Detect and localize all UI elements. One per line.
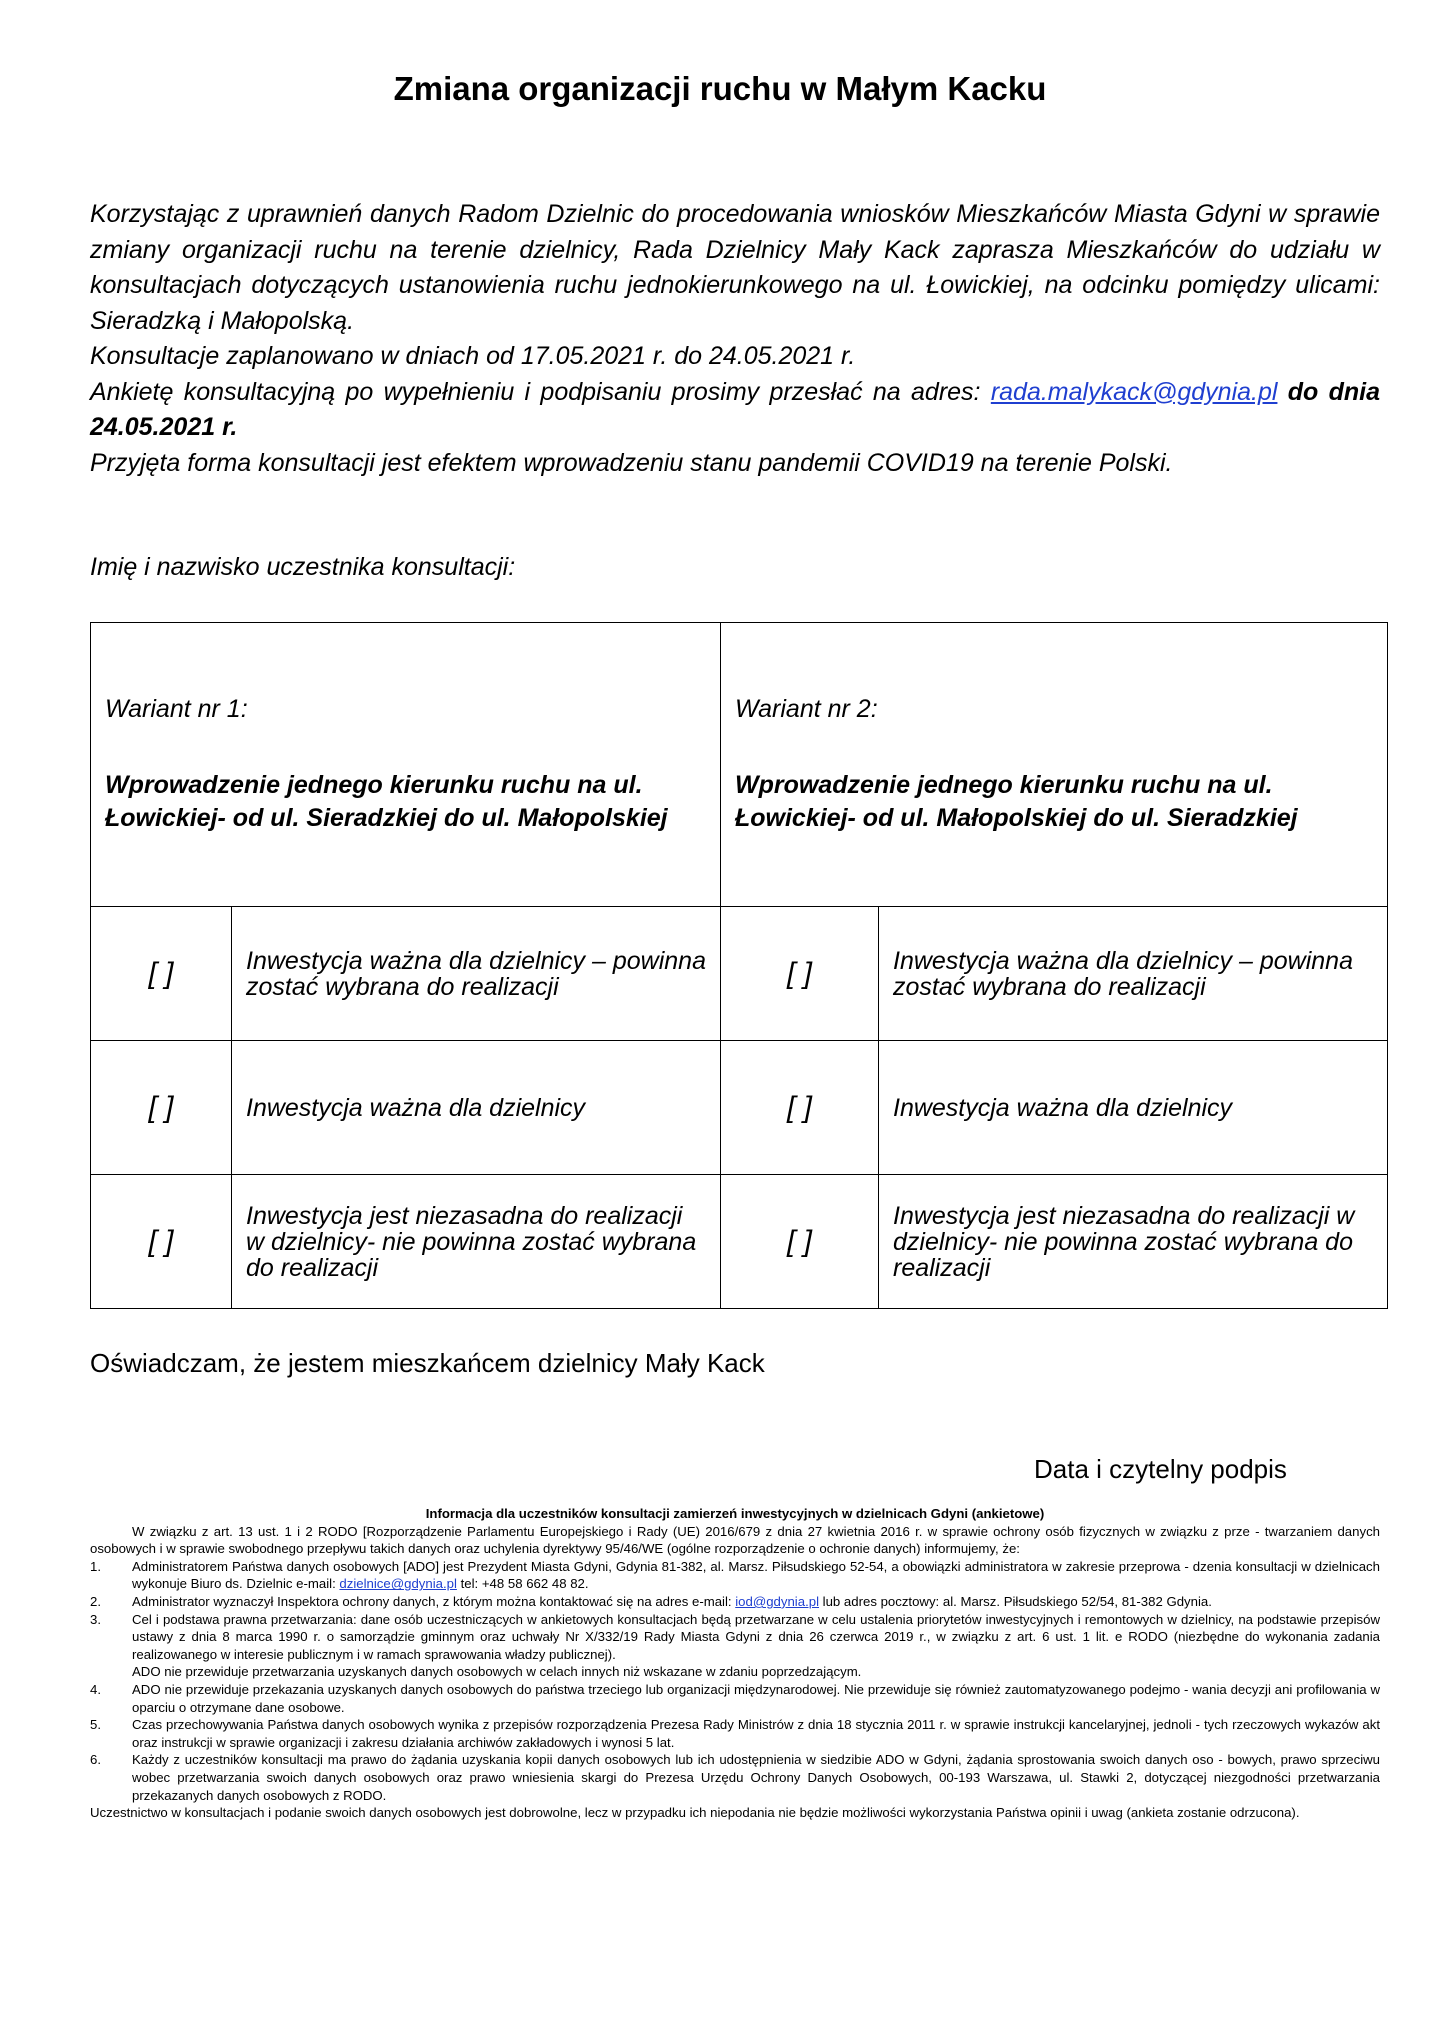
variant-1-option-2-label: Inwestycja ważna dla dzielnicy (232, 1041, 721, 1175)
option-row (91, 1041, 1388, 1175)
council-email-link[interactable]: rada.malykack@gdynia.pl (990, 377, 1278, 406)
submission-instructions (90, 375, 1380, 446)
submission-deadline: do dnia 24.05.2021 r. (90, 377, 1380, 441)
variant-2-option-3-checkbox[interactable]: [ ] (721, 1175, 879, 1309)
variant-1-label: Wariant nr 1: (105, 694, 248, 723)
gdpr-item-text: Administratorem Państwa danych osobowych [ADO] jest Prezydent Miasta Gdyni, Gdynia 81-382, al. Marsz. Piłsudskiego 52-54, a obowiązki administratora w zakresie przeprowa - dzenia konsultacji w dzielnicach wykonuje Biuro ds. Dzielnic e-mail: (132, 1558, 1380, 1592)
districts-email-link[interactable]: dzielnice@gdynia.pl (339, 1576, 457, 1592)
variant-1-option-2-checkbox[interactable]: [ ] (91, 1041, 232, 1175)
option-row (91, 1175, 1388, 1309)
iod-email-link[interactable]: iod@gdynia.pl (735, 1593, 819, 1609)
pandemic-note: Przyjęta forma konsultacji jest efektem wprowadzeniu stanu pandemii COVID19 na terenie Polski. (90, 448, 1173, 477)
gdpr-item-number: 5. (90, 1717, 101, 1733)
gdpr-item (90, 1681, 1380, 1716)
gdpr-title: Informacja dla uczestników konsultacji zamierzeń inwestycyjnych w dzielnicach Gdyni (ankietowe) (425, 1506, 1045, 1521)
variant-2-header (721, 623, 1388, 907)
variant-2-description: Wprowadzenie jednego kierunku ruchu na ul. Łowickiej- od ul. Małopolskiej do ul. Sieradzkiej (735, 770, 1298, 832)
variant-2-label: Wariant nr 2: (735, 694, 878, 723)
gdpr-item-text-after: tel: +48 58 662 48 82. (456, 1576, 589, 1592)
gdpr-item-text: ADO nie przewiduje przekazania uzyskanych danych osobowych do państwa trzeciego lub organizacji międzynarodowej. Nie przewiduje się również zautomatyzowanego podejmo - wania decyzji ani profilowania w oparciu o otrzymane dane osobowe. (132, 1681, 1380, 1715)
gdpr-item-text: Cel i podstawa prawna przetwarzania: dane osób uczestniczących w ankietowych konsultacjach będą przetwarzane w celu ustalenia priorytetów inwestycyjnych i remontowych w dzielnicy, na podstawie przepisów ustawy z dnia 8 marca 1990 r. o samorządzie gminnym oraz uchwały Nr X/332/19 Rady Miasta Gdyni z dnia 26 czerwca 2019 r., w związku z art. 6 ust. 1 lit. e RODO (niezbędne do wykonania zadania realizowanego w interesie publicznym i w ramach sprawowania władzy publicznej). (132, 1611, 1380, 1662)
variant-1-option-1-label: Inwestycja ważna dla dzielnicy – powinna zostać wybrana do realizacji (232, 907, 721, 1041)
variant-2-option-1-checkbox[interactable]: [ ] (721, 907, 879, 1041)
page-title: Zmiana organizacji ruchu w Małym Kacku (393, 70, 1047, 107)
gdpr-item-number: 6. (90, 1752, 101, 1768)
variant-2-option-1-label: Inwestycja ważna dla dzielnicy – powinna zostać wybrana do realizacji (879, 907, 1388, 1041)
gdpr-item (90, 1611, 1380, 1681)
variant-2-option-3-label: Inwestycja jest niezasadna do realizacji w dzielnicy- nie powinna zostać wybrana do realizacji (879, 1175, 1388, 1309)
gdpr-item (90, 1593, 1380, 1611)
gdpr-item-text: Każdy z uczestników konsultacji ma prawo do żądania uzyskania kopii danych osobowych lub ich udostępnienia w siedzibie ADO w Gdyni, żądania sprostowania swoich danych oso - bowych, prawo sprzeciwu wobec przetwarzania swoich danych osobowych oraz prawo wniesienia skargi do Prezesa Urzędu Ochrony Danych Osobowych, 00-193 Warszawa, ul. Stawki 2, dotyczącej niezgodności przetwarzania przekazanych danych osobowych z RODO. (132, 1752, 1380, 1803)
gdpr-item-number: 3. (90, 1611, 101, 1627)
participant-name-label: Imię i nazwisko uczestnika konsultacji: (90, 553, 516, 581)
intro-text (90, 197, 1380, 481)
gdpr-list (90, 1558, 1380, 1804)
submission-text: Ankietę konsultacyjną po wypełnieniu i podpisaniu prosimy przesłać na adres: (90, 377, 991, 406)
residency-statement: Oświadczam, że jestem mieszkańcem dzielnicy Mały Kack (90, 1348, 765, 1378)
variant-1-option-1-checkbox[interactable]: [ ] (91, 907, 232, 1041)
gdpr-item-extra: ADO nie przewiduje przetwarzania uzyskanych danych osobowych w celach innych niż wskazane w zdaniu poprzedzającym. (132, 1664, 862, 1680)
gdpr-information (90, 1505, 1380, 1822)
consultation-dates: Konsultacje zaplanowano w dniach od 17.05.2021 r. do 24.05.2021 r. (90, 342, 856, 370)
variant-1-header (91, 623, 721, 907)
gdpr-item (90, 1716, 1380, 1751)
gdpr-closing: Uczestnictwo w konsultacjach i podanie swoich danych osobowych jest dobrowolne, lecz w przypadku ich niepodania nie będzie możliwości wykorzystania Państwa opinii i uwag (ankieta zostanie odrzucona). (90, 1805, 1300, 1821)
variant-2-option-2-label: Inwestycja ważna dla dzielnicy (879, 1041, 1388, 1175)
gdpr-item-number: 4. (90, 1681, 101, 1697)
gdpr-item-number: 2. (90, 1593, 101, 1609)
gdpr-item-number: 1. (90, 1558, 101, 1574)
option-row (91, 907, 1388, 1041)
variant-2-option-2-checkbox[interactable]: [ ] (721, 1041, 879, 1175)
variants-header-row (91, 623, 1388, 907)
signature-label: Data i czytelny podpis (1034, 1454, 1287, 1484)
gdpr-item (90, 1558, 1380, 1593)
variant-1-option-3-checkbox[interactable]: [ ] (91, 1175, 232, 1309)
gdpr-item-text: Administrator wyznaczył Inspektora ochrony danych, z którym można kontaktować się na adres e-mail: (132, 1593, 736, 1609)
gdpr-item-text: Czas przechowywania Państwa danych osobowych wynika z przepisów rozporządzenia Prezesa Rady Ministrów z dnia 18 stycznia 2011 r. w sprawie instrukcji kancelaryjnej, jednoli - tych rzeczowych wykazów akt oraz instrukcji w sprawie organizacji i zakresu działania archiwów zakładowych i wynosi 5 lat. (132, 1717, 1380, 1750)
gdpr-item (90, 1751, 1380, 1804)
variants-table (90, 622, 1388, 1309)
variant-1-description: Wprowadzenie jednego kierunku ruchu na ul. Łowickiej- od ul. Sieradzkiej do ul. Małopolskiej (105, 770, 668, 832)
intro-paragraph: Korzystając z uprawnień danych Radom Dzielnic do procedowania wniosków Mieszkańców Miasta Gdyni w sprawie zmiany organizacji ruchu na terenie dzielnicy, Rada Dzielnicy Mały Kack zaprasza Mieszkańców do udziału w konsultacjach dotyczących ustanowienia ruchu jednokierunkowego na ul. Łowickiej, na odcinku pomiędzy ulicami: Sieradzką i Małopolską. (90, 200, 1380, 335)
gdpr-lead: W związku z art. 13 ust. 1 i 2 RODO [Rozporządzenie Parlamentu Europejskiego i Rady (UE) 2016/679 z dnia 27 kwietnia 2016 r. w sprawie ochrony osób fizycznych w związku z prze - twarzaniem danych osobowych i w sprawie swobodnego przepływu takich danych oraz uchylenia dyrektywy 95/46/WE (ogólne rozporządzenie o ochronie danych) informujemy, że: (90, 1523, 1380, 1557)
variant-1-option-3-label: Inwestycja jest niezasadna do realizacji w dzielnicy- nie powinna zostać wybrana do realizacji (232, 1175, 721, 1309)
gdpr-item-text-after: lub adres pocztowy: al. Marsz. Piłsudskiego 52/54, 81-382 Gdynia. (819, 1593, 1212, 1609)
